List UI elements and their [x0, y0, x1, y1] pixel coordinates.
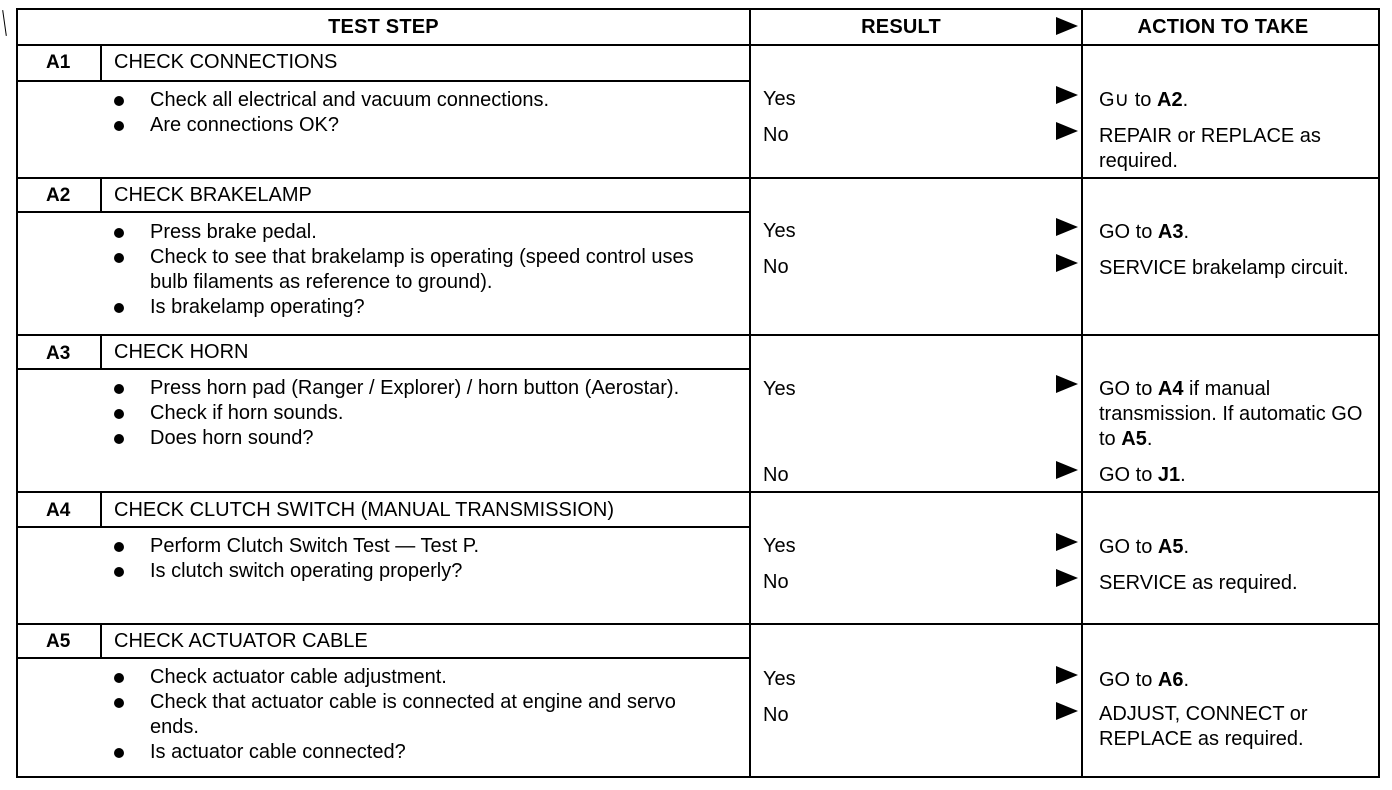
header-result: RESULT [861, 16, 941, 38]
arrow-icon [1056, 218, 1078, 236]
header-test-step: TEST STEP [328, 16, 439, 38]
row-divider [18, 334, 1378, 336]
arrow-icon [1056, 569, 1078, 587]
result-yes: Yes [763, 220, 796, 242]
step-id: A2 [46, 185, 71, 206]
bullet-item: Does horn sound? [114, 426, 734, 451]
diagnostic-table [16, 8, 1380, 778]
step-title: CHECK HORN [114, 341, 249, 363]
bullet-item: Perform Clutch Switch Test — Test P. [114, 534, 734, 559]
result-no: No [763, 256, 789, 278]
action-yes: GO to A4 if manual transmission. If automatic GO to A5. [1099, 378, 1363, 450]
action-no: SERVICE brakelamp circuit. [1099, 257, 1349, 279]
step-title: CHECK CLUTCH SWITCH (MANUAL TRANSMISSION) [114, 499, 615, 521]
scan-mark [2, 10, 7, 36]
title-divider [18, 211, 751, 213]
action-yes: GO to A6. [1099, 669, 1190, 691]
arrow-icon [1056, 254, 1078, 272]
arrow-icon [1056, 122, 1078, 140]
step-id-divider [100, 44, 102, 80]
step-bullets [114, 665, 714, 765]
step-id: A5 [46, 631, 71, 652]
title-divider [18, 368, 751, 370]
bullet-item: Is clutch switch operating properly? [114, 559, 734, 584]
step-bullets [114, 534, 734, 584]
action-yes: GO to A5. [1099, 536, 1190, 558]
step-title: CHECK CONNECTIONS [114, 51, 338, 73]
arrow-icon [1056, 375, 1078, 393]
step-bullets [114, 88, 734, 138]
action-no: GO to J1. [1099, 464, 1186, 486]
column-divider-result [749, 10, 751, 776]
action-yes: G∪ to A2. [1099, 89, 1189, 111]
title-divider [18, 526, 751, 528]
bullet-item: Press brake pedal. [114, 220, 734, 245]
step-title: CHECK ACTUATOR CABLE [114, 630, 368, 652]
bullet-item: Check that actuator cable is connected at engine and servo ends. [114, 690, 714, 740]
step-id-divider [100, 491, 102, 526]
result-no: No [763, 571, 789, 593]
result-no: No [763, 704, 789, 726]
action-no: REPAIR or REPLACE as required. [1099, 125, 1321, 172]
action-yes: GO to A3. [1099, 221, 1190, 243]
row-divider [18, 623, 1378, 625]
step-title: CHECK BRAKELAMP [114, 184, 312, 206]
arrow-icon [1056, 702, 1078, 720]
arrow-icon [1056, 666, 1078, 684]
result-no: No [763, 124, 789, 146]
bullet-item: Is actuator cable connected? [114, 740, 714, 765]
header-action: ACTION TO TAKE [1137, 16, 1309, 38]
bullet-item: Are connections OK? [114, 113, 734, 138]
row-divider [18, 177, 1378, 179]
bullet-item: Check if horn sounds. [114, 401, 734, 426]
arrow-icon [1056, 86, 1078, 104]
step-id-divider [100, 334, 102, 368]
bullet-item: Check all electrical and vacuum connections. [114, 88, 734, 113]
result-yes: Yes [763, 88, 796, 110]
step-bullets [114, 220, 734, 320]
result-yes: Yes [763, 668, 796, 690]
bullet-item: Is brakelamp operating? [114, 295, 734, 320]
arrow-icon [1056, 461, 1078, 479]
title-divider [18, 80, 751, 82]
step-id: A3 [46, 343, 71, 364]
column-divider-action [1081, 10, 1083, 776]
bullet-item: Press horn pad (Ranger / Explorer) / horn button (Aerostar). [114, 376, 734, 401]
header-divider [18, 44, 1378, 46]
row-divider [18, 491, 1378, 493]
step-id: A4 [46, 500, 71, 521]
result-yes: Yes [763, 535, 796, 557]
result-no: No [763, 464, 789, 486]
action-no: ADJUST, CONNECT or REPLACE as required. [1099, 703, 1308, 750]
step-bullets [114, 376, 734, 451]
result-yes: Yes [763, 378, 796, 400]
action-no: SERVICE as required. [1099, 572, 1298, 594]
arrow-icon [1056, 17, 1078, 35]
bullet-item: Check actuator cable adjustment. [114, 665, 714, 690]
bullet-item: Check to see that brakelamp is operating (speed control uses bulb filaments as reference to ground). [114, 245, 734, 295]
step-id-divider [100, 177, 102, 211]
title-divider [18, 657, 751, 659]
step-id-divider [100, 623, 102, 657]
arrow-icon [1056, 533, 1078, 551]
step-id: A1 [46, 52, 71, 73]
